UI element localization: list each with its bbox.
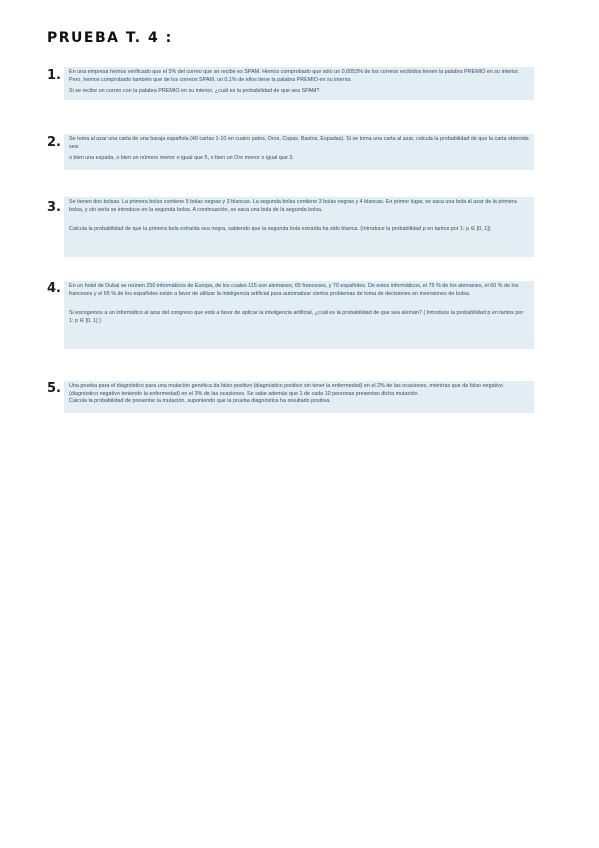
question-4-number: 4.	[47, 281, 61, 296]
question-1-number: 1.	[47, 68, 61, 83]
question-3-box	[64, 197, 534, 257]
question-3-statement: Se tienen dos bolsas. La primera bolsa contiene 5 bolas negras y 3 blancas. La segunda bolsa contiene 3 bolas negras y 4 blancas. En primer lugar, se saca una bola al azar de la primera bolsa, y sin verla se introduce en la segunda bolsa. A continuación, se saca una bola de la segunda bolsa.	[69, 199, 517, 213]
question-1-box	[64, 67, 534, 100]
question-5-box	[64, 381, 534, 413]
question-2-box	[64, 134, 534, 170]
question-1-statement: En una empresa hemos verificado que el 5% del correo que se recibe es SPAM. Hemos comprobado que sólo un 0,0053% de los correos recibidos tienen la palabra PREMIO en su interior. Pero, hemos comprobado también que de los correos SPAM, un 0,1% de ellos tiene la palabra PREMIO en su interior.	[69, 69, 520, 83]
question-4-box	[64, 281, 534, 349]
question-3-question: Calcula la probabilidad de que la primera bola extraída sea negra, sabiendo que la segunda bola extraída ha sido blanca. (Introduce la probabilidad p en tantos por 1: p ∈ [0, 1])	[69, 226, 491, 233]
question-5-statement: Una prueba para el diagnóstico para una mutación genética da falso positivo (diagnóstico positivo sin tener la enfermedad) en el 2% de las ocasiones, mientras que da falso negativo (diagnóstico negativo teniendo la enfermedad) en el 3% de las ocasiones. Se sabe además que 1 de cada 10 personas presentan dicha mutación.	[69, 383, 503, 397]
question-2-number: 2.	[47, 135, 61, 150]
question-2-question: o bien una espada, o bien un número menor o igual que 5, o bien un Oro menor o igual que 3.	[69, 155, 294, 162]
question-3-number: 3.	[47, 200, 61, 215]
question-5-number: 5.	[47, 381, 61, 396]
question-5-question: Calcula la probabilidad de presentar la mutación, suponiendo que la prueba diagnóstica ha resultado positiva.	[69, 398, 331, 405]
question-2-statement: Se toma al azar una carta de una baraja española (40 cartas 1-10 en cuatro palos, Oros, Copas, Bastos, Espadas). Si se toma una carta al azar, calcula la probabilidad de que la carta obtenida sea:	[69, 136, 529, 150]
question-4-question: Si escogemos a un informático al azar del congreso que está a favor de aplicar la inteligencia artificial, ¿cuál es la probabilidad de que sea alemán? ( Introduce la probabilidad p en tantos por 1: p ∈ [0, 1] )	[69, 310, 524, 324]
question-1-question: Si se recibe un correo con la palabra PREMIO en su interior, ¿cuál es la probabilidad de que sea SPAM?	[69, 88, 320, 95]
question-4-statement: En un hotel de Dubai se reúnen 250 informáticos de Europa, de los cuales 115 son alemanes; 65 franceses, y 70 españoles. De estos informáticos, el 75 % de los alemanes, el 60 % de los franceses y el 65 % de los españoles están a favor de utilizar la inteligencia artificial para automatizar ciertos problemas de toma de decisiones en inversiones de bolsa.	[69, 283, 519, 297]
page-title: PRUEBA T. 4 :	[47, 30, 173, 46]
